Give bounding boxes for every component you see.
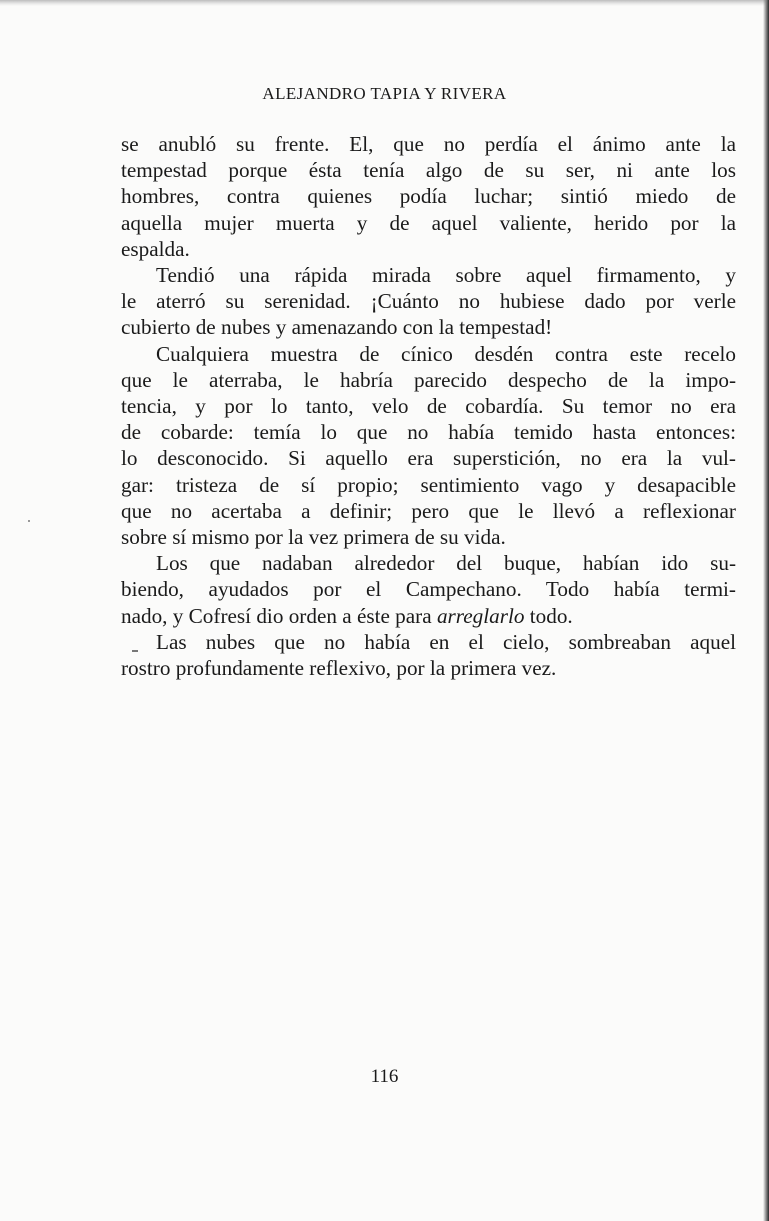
text-line: le aterró su serenidad. ¡Cuánto no hubiese dado por verle <box>121 289 736 314</box>
text-line: rostro profundamente reflexivo, por la primera vez. <box>121 656 557 681</box>
text-line: hombres, contra quienes podía luchar; sintió miedo de <box>121 184 736 209</box>
text-line: se anubló su frente. El, que no perdía el ánimo ante la <box>121 132 736 156</box>
text-line: Cualquiera muestra de cínico desdén contra este recelo <box>156 341 736 366</box>
text-line: que le aterraba, le habría parecido despecho de la impo- <box>121 367 736 392</box>
paragraph-3 <box>121 341 736 551</box>
text-line: tencia, y por lo tanto, velo de cobardía. Su temor no era <box>121 394 736 419</box>
running-header: ALEJANDRO TAPIA Y RIVERA <box>262 84 507 103</box>
text-line: gar: tristeza de sí propio; sentimiento vago y desapacible <box>121 472 736 497</box>
text-line: Los que nadaban alrededor del buque, habían ido su- <box>156 551 736 576</box>
body-text <box>121 131 736 681</box>
paragraph-2 <box>121 262 736 341</box>
text-line: aquella mujer muerta y de aquel valiente, herido por la <box>121 210 736 235</box>
text-line: sobre sí mismo por la vez primera de su vida. <box>121 525 506 550</box>
text-line: espalda. <box>121 236 190 261</box>
paragraph-1 <box>121 131 736 262</box>
text-line: lo desconocido. Si aquello era superstición, no era la vul- <box>121 446 736 471</box>
scan-speck <box>132 650 138 652</box>
text-line-with-italic <box>121 603 736 629</box>
paragraph-4 <box>121 550 736 629</box>
text-line: biendo, ayudados por el Campechano. Todo había termi- <box>121 577 736 602</box>
text-segment: todo. <box>524 603 573 628</box>
text-segment: nado, y Cofresí dio orden a éste para <box>121 603 432 628</box>
italic-phrase: arreglarlo <box>436 603 525 628</box>
text-line: tempestad porque ésta tenía algo de su ser, ni ante los <box>121 158 736 183</box>
page-right-edge-shadow <box>763 0 769 1221</box>
page-number: 116 <box>370 1066 399 1087</box>
page-top-edge-shadow <box>0 0 769 6</box>
text-line: de cobarde: temía lo que no había temido hasta entonces: <box>121 420 736 445</box>
text-line: Tendió una rápida mirada sobre aquel firmamento, y <box>156 263 736 288</box>
text-line: que no acertaba a definir; pero que le llevó a reflexionar <box>121 498 736 523</box>
scan-speck <box>28 520 30 522</box>
text-line: cubierto de nubes y amenazando con la tempestad! <box>121 315 553 340</box>
text-line: Las nubes que no había en el cielo, sombreaban aquel <box>156 629 736 654</box>
paragraph-5 <box>121 629 736 681</box>
